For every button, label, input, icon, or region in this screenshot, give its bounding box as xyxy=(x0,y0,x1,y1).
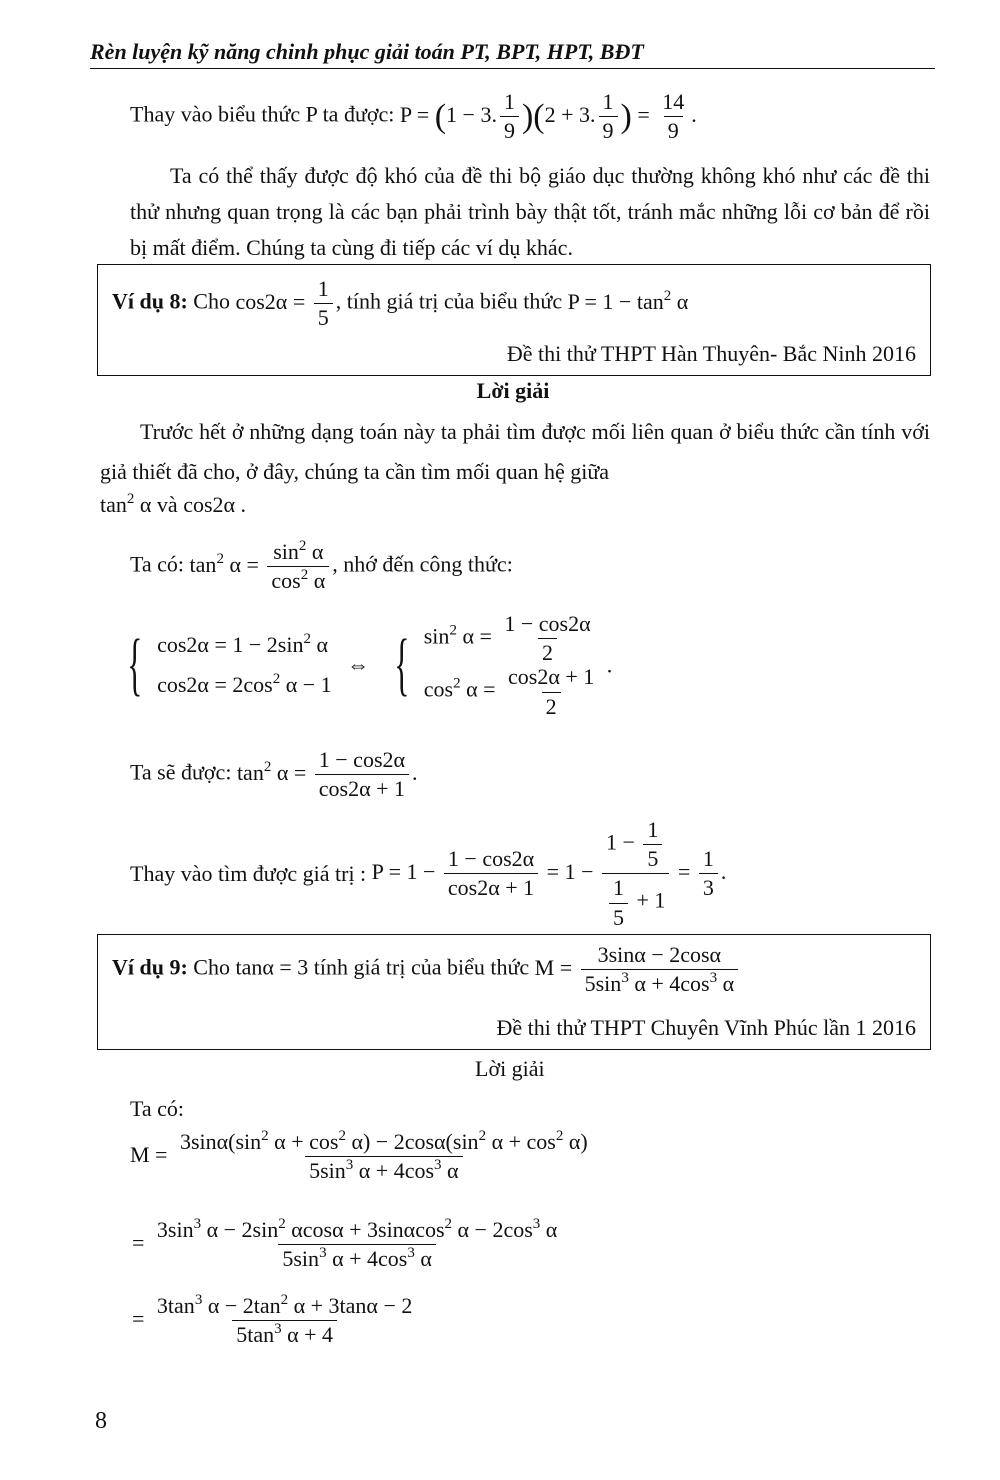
p-substitution-lead: Thay vào biểu thức P ta được: xyxy=(130,101,395,127)
example-8-label: Ví dụ 8: xyxy=(112,288,188,314)
taco-8: Ta có: xyxy=(130,551,185,577)
taco-9: Ta có: xyxy=(130,1096,185,1121)
m-derivation-step-3: = $\frac{3\tan^3 \alpha - 2\tan^2 \alpha + 3\tan\alpha - 2}{5\tan^3 \alpha + 4}$ xyxy=(132,1292,413,1348)
example-9-given: tanα = 3 xyxy=(235,954,314,980)
p-formula: P = (1 − 3. $\frac{1}{9}$ )(2 + 3. $\frac{1}{9}$ ) = $\frac{14}{9}$ . xyxy=(399,89,697,144)
tan-squared-result: Ta sẽ được: $\tan^2 \alpha$ = $\frac{1 - \cos 2\alpha}{\cos 2\alpha + 1}$ . xyxy=(130,747,418,802)
cos-double-angle-system: $\cos 2\alpha = 1 - 2\sin^2$ α $\cos 2\alpha = 2\cos^2$ α − 1 xyxy=(157,631,332,698)
recall-text: , nhớ đến công thức: xyxy=(332,551,513,577)
example-8-statement xyxy=(112,277,688,330)
example-9-mid: tính giá trị của biểu thức xyxy=(313,954,530,980)
se-duoc: Ta sẽ được: xyxy=(130,759,232,785)
identity-system: { $\cos 2\alpha = 1 - 2\sin^2$ α $\cos 2\alpha = 2\cos^2$ α − 1 ⇔ { $\sin^2 \alpha$ = $\frac{1 - \cos 2\alpha}{2}$ $\cos^2 \alpha$ = $\frac{\cos 2\alpha + 1}{2}$ . xyxy=(127,611,613,719)
example-8-given: cos2α = $\frac{1}{5}$ xyxy=(235,289,335,314)
example-9-expression: M = $\frac{3\sin\alpha - 2\cos\alpha}{5\sin^3 \alpha + 4\cos^3 \alpha}$ xyxy=(535,955,741,980)
solution-8-heading: Lời giải xyxy=(476,378,550,403)
example-8-source: Đề thi thử THPT Hàn Thuyên- Bắc Ninh 2016 xyxy=(506,341,916,366)
running-header: Rèn luyện kỹ năng chinh phục giải toán PT, BPT, HPT, BĐT xyxy=(90,38,935,69)
example-9-statement xyxy=(112,943,741,996)
example-9-lead: Cho xyxy=(193,954,230,980)
tan-identity-line: Ta có: $\tan^2 \alpha$ = $\frac{\sin^2 \alpha}{\cos^2 \alpha}$ , nhớ đến công thức: xyxy=(130,538,513,594)
example-8-mid: , tính giá trị của biểu thức xyxy=(335,288,563,314)
example-9-label: Ví dụ 9: xyxy=(112,954,188,980)
commentary-paragraph: Ta có thể thấy được độ khó của đề thi bộ giáo dục thường không khó như các đề thi thử nhưng quan trọng là các bạn phải trình bày thật tốt, tránh mắc những lỗi cơ bản để rồi bị mất điểm. Chúng ta cùng đi tiếp các ví dụ khác. xyxy=(130,163,930,260)
power-reduction-system: $\sin^2 \alpha$ = $\frac{1 - \cos 2\alpha}{2}$ $\cos^2 \alpha$ = $\frac{\cos 2\alpha + 1}{2}$ xyxy=(423,611,595,719)
example-8-box xyxy=(97,264,931,376)
m-derivation-step-2: = $\frac{3\sin^3 \alpha - 2\sin^2 \alpha\cos\alpha + 3\sin\alpha\cos^2 \alpha - 2\cos^3 \alpha}{5\sin^3 \alpha + 4\cos^3 \alpha}$ xyxy=(132,1216,558,1272)
example-8-lead: Cho xyxy=(193,288,230,314)
solution-8-intro-tail: $\tan^2 \alpha$ và cos2α . xyxy=(100,491,247,517)
solution-9-heading: Lời giải xyxy=(475,1056,545,1081)
thay-vao: Thay vào tìm được giá trị : xyxy=(130,860,367,886)
solution-8-intro: Trước hết ở những dạng toán này ta phải tìm được mối liên quan ở biểu thức cần tính với giả thiết đã cho, ở đây, chúng ta cần tìm mối quan hệ giữa xyxy=(100,419,930,484)
p-substitution-line xyxy=(130,90,697,143)
m-derivation-step-1: M = $\frac{3\sin\alpha(\sin^2 \alpha + \cos^2 \alpha) - 2\cos\alpha(\sin^2 \alpha + \cos^2 \alpha)}{5\sin^3 \alpha + 4\cos^3 \alpha}$ xyxy=(130,1128,588,1184)
and-word: và xyxy=(156,492,178,517)
example-9-box xyxy=(97,934,931,1050)
example-9-source: Đề thi thử THPT Chuyên Vĩnh Phúc lần 1 2016 xyxy=(496,1015,916,1040)
page-number: 8 xyxy=(95,1408,107,1434)
example-8-expression: $P = 1 - \tan^2 \alpha$ xyxy=(567,287,689,314)
p-final-value: Thay vào tìm được giá trị : P = 1 − $\frac{1 - \cos 2\alpha}{\cos 2\alpha + 1}$ = 1 − 1 − $\frac{1}{5}$ $\frac{1}{5}$ + 1 = $\frac{1}{3}$ . xyxy=(130,817,727,930)
